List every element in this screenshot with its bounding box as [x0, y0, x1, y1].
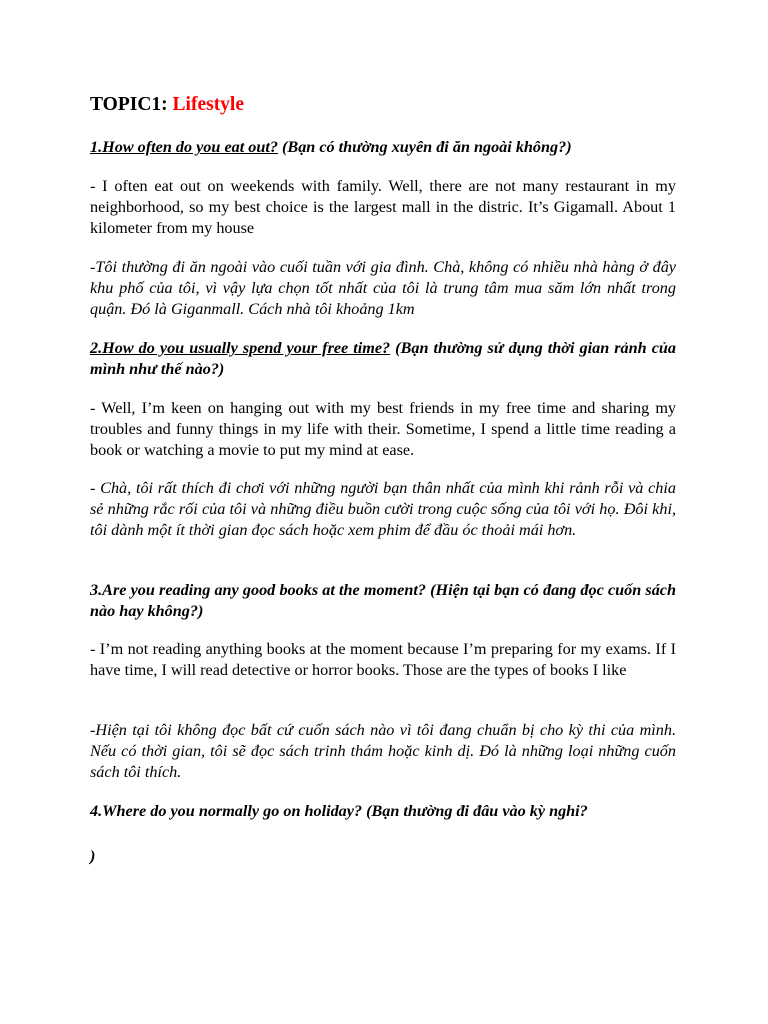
answer-1-vi: -Tôi thường đi ăn ngoài vào cuối tuần với gia đình. Chà, không có nhiều nhà hàng ở đây khu phố của tôi, vì vậy lựa chọn tốt nhất của tôi là trung tâm mua săm lớn nhất trong quận. Đó là Giganmall. Cách nhà tôi khoảng 1km	[90, 258, 676, 318]
question-4: 4.Where do you normally go on holiday? (Bạn thường đi đâu vào kỳ nghi?	[90, 802, 588, 820]
answer-2-vi: - Chà, tôi rất thích đi chơi với những người bạn thân nhất của mình khi rảnh rỗi và chia sẻ những rắc rối của tôi và những điều buồn cười trong cuộc sống của tôi với họ. Đôi khi, tôi dành một ít thời gian đọc sách hoặc xem phim để đầu óc thoải mái hơn.	[90, 479, 676, 539]
question-2-vi: (Bạn thường sử dụng thời gian rảnh của mình như thế nào?)	[90, 339, 676, 378]
question-2	[90, 338, 676, 380]
question-1-vi: (Bạn có thường xuyên đi ăn ngoài không?)	[277, 138, 572, 156]
answer-2-en: - Well, I’m keen on hanging out with my best friends in my free time and sharing my troubles and funny things in my life with their. Sometime, I spend a little time reading a book or watching a movie to put my mind at ease.	[90, 399, 676, 459]
question-4-tail: )	[90, 847, 96, 865]
answer-3-en: - I’m not reading anything books at the moment because I’m preparing for my exams. If I have time, I will read detective or horror books. Those are the types of books I like	[90, 640, 676, 679]
answer-3-vi: -Hiện tại tôi không đọc bất cứ cuốn sách nào vì tôi đang chuẩn bị cho kỳ thi của mình. Nếu có thời gian, tôi sẽ đọc sách trinh thám hoặc kinh dị. Đó là những loại những cuốn sách tôi thích.	[90, 721, 676, 781]
question-3: 3.Are you reading any good books at the moment? (Hiện tại bạn có đang đọc cuốn sách nào hay không?)	[90, 581, 676, 620]
question-1-en: 1.How often do you eat out?	[90, 138, 278, 156]
title-topic-name: Lifestyle	[172, 94, 245, 115]
question-1	[90, 137, 676, 158]
answer-1-en: - I often eat out on weekends with family. Well, there are not many restaurant in my neighborhood, so my best choice is the largest mall in the distric. It’s Gigamall. About 1 kilometer from my house	[90, 177, 676, 237]
page-title	[90, 92, 244, 118]
question-2-en: 2.How do you usually spend your free time?	[90, 339, 391, 357]
title-prefix: TOPIC1:	[90, 94, 173, 115]
